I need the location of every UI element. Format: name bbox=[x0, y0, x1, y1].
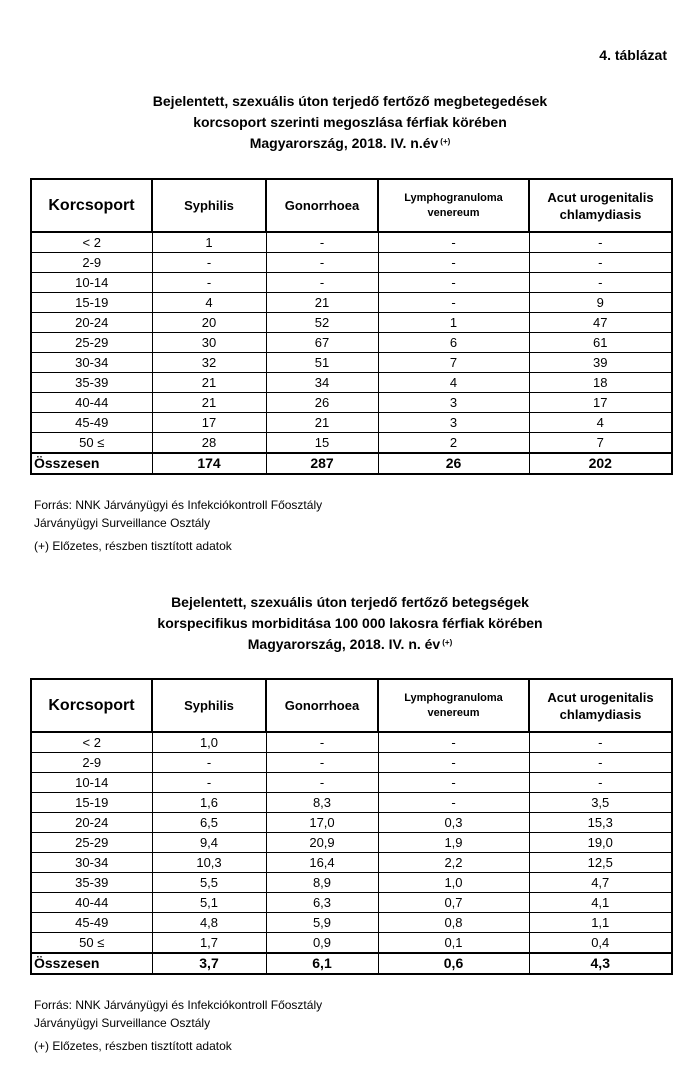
header-korcsoport: Korcsoport bbox=[31, 179, 152, 232]
cell-chlamydiasis: 15,3 bbox=[529, 813, 672, 833]
cell-chlamydiasis: - bbox=[529, 253, 672, 273]
cell-lymphogranuloma: 0,8 bbox=[378, 913, 529, 933]
cell-gonorrhoea: - bbox=[266, 732, 378, 753]
header-syphilis: Syphilis bbox=[152, 179, 266, 232]
table1-source-line2: Járványügyi Surveillance Osztály bbox=[34, 516, 211, 530]
cell-chlamydiasis: 61 bbox=[529, 333, 672, 353]
cell-korcsoport: 2-9 bbox=[31, 753, 152, 773]
total-korcsoport: Összesen bbox=[31, 453, 152, 474]
cell-gonorrhoea: 52 bbox=[266, 313, 378, 333]
table-row bbox=[31, 353, 672, 373]
cell-gonorrhoea: - bbox=[266, 253, 378, 273]
cell-syphilis: - bbox=[152, 753, 266, 773]
cell-korcsoport: 50 ≤ bbox=[31, 933, 152, 954]
cell-korcsoport: 50 ≤ bbox=[31, 433, 152, 454]
cell-syphilis: 5,5 bbox=[152, 873, 266, 893]
total-gonorrhoea: 6,1 bbox=[266, 953, 378, 974]
table2-header-row bbox=[31, 679, 672, 732]
table2-morbidity bbox=[30, 678, 673, 975]
table1-footer bbox=[34, 496, 322, 555]
cell-gonorrhoea: 17,0 bbox=[266, 813, 378, 833]
cell-lymphogranuloma: - bbox=[378, 773, 529, 793]
total-row bbox=[31, 453, 672, 474]
cell-syphilis: 28 bbox=[152, 433, 266, 454]
cell-syphilis: 1,0 bbox=[152, 732, 266, 753]
table2-title-sup: (+) bbox=[442, 638, 453, 647]
cell-lymphogranuloma: 1,0 bbox=[378, 873, 529, 893]
cell-gonorrhoea: 34 bbox=[266, 373, 378, 393]
cell-korcsoport: 15-19 bbox=[31, 793, 152, 813]
table1-title-line3: Magyarország, 2018. IV. n.év (+) bbox=[249, 135, 451, 151]
cell-lymphogranuloma: 3 bbox=[378, 393, 529, 413]
cell-gonorrhoea: 8,3 bbox=[266, 793, 378, 813]
table-row bbox=[31, 373, 672, 393]
table2-footer bbox=[34, 996, 322, 1055]
cell-chlamydiasis: - bbox=[529, 732, 672, 753]
header-chlamydiasis: Acut urogenitalis chlamydiasis bbox=[529, 679, 672, 732]
cell-lymphogranuloma: - bbox=[378, 732, 529, 753]
cell-chlamydiasis: - bbox=[529, 753, 672, 773]
table2-title-line3: Magyarország, 2018. IV. n. év (+) bbox=[247, 636, 453, 652]
cell-gonorrhoea: 16,4 bbox=[266, 853, 378, 873]
table1-title-line1: Bejelentett, szexuális úton terjedő fertőző megbetegedések bbox=[152, 93, 548, 109]
cell-gonorrhoea: - bbox=[266, 773, 378, 793]
cell-korcsoport: 45-49 bbox=[31, 913, 152, 933]
table-row bbox=[31, 753, 672, 773]
cell-gonorrhoea: 6,3 bbox=[266, 893, 378, 913]
cell-lymphogranuloma: 0,1 bbox=[378, 933, 529, 954]
cell-syphilis: 32 bbox=[152, 353, 266, 373]
cell-korcsoport: 35-39 bbox=[31, 873, 152, 893]
cell-lymphogranuloma: - bbox=[378, 793, 529, 813]
cell-chlamydiasis: 4,1 bbox=[529, 893, 672, 913]
cell-gonorrhoea: - bbox=[266, 753, 378, 773]
cell-chlamydiasis: 39 bbox=[529, 353, 672, 373]
total-syphilis: 3,7 bbox=[152, 953, 266, 974]
total-lymphogranuloma: 0,6 bbox=[378, 953, 529, 974]
table-row bbox=[31, 333, 672, 353]
cell-gonorrhoea: - bbox=[266, 232, 378, 253]
cell-gonorrhoea: 0,9 bbox=[266, 933, 378, 954]
cell-chlamydiasis: - bbox=[529, 273, 672, 293]
header-gonorrhoea: Gonorrhoea bbox=[266, 179, 378, 232]
cell-syphilis: - bbox=[152, 253, 266, 273]
table-row bbox=[31, 893, 672, 913]
cell-lymphogranuloma: 3 bbox=[378, 413, 529, 433]
cell-chlamydiasis: 9 bbox=[529, 293, 672, 313]
table2-title-line2: korspecifikus morbiditása 100 000 lakosra férfiak körében bbox=[157, 615, 543, 631]
table-row bbox=[31, 933, 672, 954]
cell-syphilis: - bbox=[152, 773, 266, 793]
cell-korcsoport: 10-14 bbox=[31, 773, 152, 793]
cell-korcsoport: < 2 bbox=[31, 732, 152, 753]
cell-lymphogranuloma: 2 bbox=[378, 433, 529, 454]
table-row bbox=[31, 232, 672, 253]
cell-korcsoport: 30-34 bbox=[31, 853, 152, 873]
cell-lymphogranuloma: 6 bbox=[378, 333, 529, 353]
cell-korcsoport: < 2 bbox=[31, 232, 152, 253]
cell-korcsoport: 20-24 bbox=[31, 813, 152, 833]
cell-chlamydiasis: 3,5 bbox=[529, 793, 672, 813]
cell-gonorrhoea: 20,9 bbox=[266, 833, 378, 853]
cell-syphilis: - bbox=[152, 273, 266, 293]
table1-header-row bbox=[31, 179, 672, 232]
cell-syphilis: 1,7 bbox=[152, 933, 266, 954]
header-korcsoport: Korcsoport bbox=[31, 679, 152, 732]
total-row bbox=[31, 953, 672, 974]
total-chlamydiasis: 202 bbox=[529, 453, 672, 474]
table-row bbox=[31, 413, 672, 433]
total-korcsoport: Összesen bbox=[31, 953, 152, 974]
header-gonorrhoea: Gonorrhoea bbox=[266, 679, 378, 732]
table1-note: (+) Előzetes, részben tisztított adatok bbox=[34, 539, 232, 553]
cell-syphilis: 9,4 bbox=[152, 833, 266, 853]
cell-chlamydiasis: 0,4 bbox=[529, 933, 672, 954]
cell-chlamydiasis: 19,0 bbox=[529, 833, 672, 853]
cell-chlamydiasis: 12,5 bbox=[529, 853, 672, 873]
total-chlamydiasis: 4,3 bbox=[529, 953, 672, 974]
cell-korcsoport: 35-39 bbox=[31, 373, 152, 393]
cell-korcsoport: 2-9 bbox=[31, 253, 152, 273]
table-row bbox=[31, 393, 672, 413]
cell-lymphogranuloma: - bbox=[378, 753, 529, 773]
cell-lymphogranuloma: 1 bbox=[378, 313, 529, 333]
header-lymphogranuloma: Lymphogranuloma venereum bbox=[378, 679, 529, 732]
cell-gonorrhoea: 67 bbox=[266, 333, 378, 353]
cell-korcsoport: 25-29 bbox=[31, 333, 152, 353]
cell-lymphogranuloma: 2,2 bbox=[378, 853, 529, 873]
cell-gonorrhoea: 26 bbox=[266, 393, 378, 413]
total-lymphogranuloma: 26 bbox=[378, 453, 529, 474]
table2-title bbox=[0, 592, 700, 655]
table-row bbox=[31, 313, 672, 333]
cell-syphilis: 10,3 bbox=[152, 853, 266, 873]
cell-syphilis: 1,6 bbox=[152, 793, 266, 813]
table1-title-sup: (+) bbox=[440, 137, 451, 146]
cell-syphilis: 4 bbox=[152, 293, 266, 313]
header-chlamydiasis: Acut urogenitalis chlamydiasis bbox=[529, 179, 672, 232]
table-row bbox=[31, 913, 672, 933]
cell-lymphogranuloma: - bbox=[378, 232, 529, 253]
cell-gonorrhoea: 21 bbox=[266, 413, 378, 433]
cell-syphilis: 1 bbox=[152, 232, 266, 253]
cell-korcsoport: 20-24 bbox=[31, 313, 152, 333]
cell-chlamydiasis: 1,1 bbox=[529, 913, 672, 933]
cell-korcsoport: 40-44 bbox=[31, 393, 152, 413]
cell-korcsoport: 40-44 bbox=[31, 893, 152, 913]
cell-lymphogranuloma: 0,7 bbox=[378, 893, 529, 913]
cell-syphilis: 20 bbox=[152, 313, 266, 333]
header-lymphogranuloma: Lymphogranuloma venereum bbox=[378, 179, 529, 232]
cell-syphilis: 5,1 bbox=[152, 893, 266, 913]
cell-korcsoport: 30-34 bbox=[31, 353, 152, 373]
table1-cases bbox=[30, 178, 673, 475]
cell-korcsoport: 15-19 bbox=[31, 293, 152, 313]
cell-lymphogranuloma: - bbox=[378, 293, 529, 313]
cell-chlamydiasis: - bbox=[529, 232, 672, 253]
cell-lymphogranuloma: - bbox=[378, 253, 529, 273]
table-row bbox=[31, 873, 672, 893]
cell-chlamydiasis: 4 bbox=[529, 413, 672, 433]
table2-title-line1: Bejelentett, szexuális úton terjedő fertőző betegségek bbox=[171, 594, 529, 610]
table-row bbox=[31, 433, 672, 454]
table2-note: (+) Előzetes, részben tisztított adatok bbox=[34, 1039, 232, 1053]
cell-chlamydiasis: 18 bbox=[529, 373, 672, 393]
cell-lymphogranuloma: 0,3 bbox=[378, 813, 529, 833]
total-syphilis: 174 bbox=[152, 453, 266, 474]
table-row bbox=[31, 732, 672, 753]
cell-lymphogranuloma: 7 bbox=[378, 353, 529, 373]
table-row bbox=[31, 273, 672, 293]
table1-source-line1: Forrás: NNK Járványügyi és Infekciókontroll Főosztály bbox=[34, 498, 323, 512]
cell-syphilis: 4,8 bbox=[152, 913, 266, 933]
cell-syphilis: 6,5 bbox=[152, 813, 266, 833]
cell-chlamydiasis: 7 bbox=[529, 433, 672, 454]
cell-syphilis: 21 bbox=[152, 373, 266, 393]
cell-syphilis: 17 bbox=[152, 413, 266, 433]
cell-gonorrhoea: 21 bbox=[266, 293, 378, 313]
table2-source-line1: Forrás: NNK Járványügyi és Infekciókontroll Főosztály bbox=[34, 998, 323, 1012]
cell-chlamydiasis: - bbox=[529, 773, 672, 793]
table-row bbox=[31, 853, 672, 873]
table2-source-line2: Járványügyi Surveillance Osztály bbox=[34, 1016, 211, 1030]
table1-title bbox=[0, 91, 700, 154]
table1-title-line2: korcsoport szerinti megoszlása férfiak körében bbox=[193, 114, 507, 130]
cell-chlamydiasis: 4,7 bbox=[529, 873, 672, 893]
cell-chlamydiasis: 17 bbox=[529, 393, 672, 413]
table-row bbox=[31, 793, 672, 813]
cell-syphilis: 30 bbox=[152, 333, 266, 353]
table-row bbox=[31, 833, 672, 853]
cell-korcsoport: 45-49 bbox=[31, 413, 152, 433]
total-gonorrhoea: 287 bbox=[266, 453, 378, 474]
table-row bbox=[31, 813, 672, 833]
cell-lymphogranuloma: 4 bbox=[378, 373, 529, 393]
cell-lymphogranuloma: 1,9 bbox=[378, 833, 529, 853]
table-row bbox=[31, 773, 672, 793]
cell-gonorrhoea: 51 bbox=[266, 353, 378, 373]
cell-syphilis: 21 bbox=[152, 393, 266, 413]
header-syphilis: Syphilis bbox=[152, 679, 266, 732]
cell-korcsoport: 25-29 bbox=[31, 833, 152, 853]
cell-chlamydiasis: 47 bbox=[529, 313, 672, 333]
cell-lymphogranuloma: - bbox=[378, 273, 529, 293]
cell-korcsoport: 10-14 bbox=[31, 273, 152, 293]
cell-gonorrhoea: 15 bbox=[266, 433, 378, 454]
table-row bbox=[31, 253, 672, 273]
table-row bbox=[31, 293, 672, 313]
table-number: 4. táblázat bbox=[599, 47, 667, 63]
cell-gonorrhoea: 8,9 bbox=[266, 873, 378, 893]
cell-gonorrhoea: - bbox=[266, 273, 378, 293]
cell-gonorrhoea: 5,9 bbox=[266, 913, 378, 933]
